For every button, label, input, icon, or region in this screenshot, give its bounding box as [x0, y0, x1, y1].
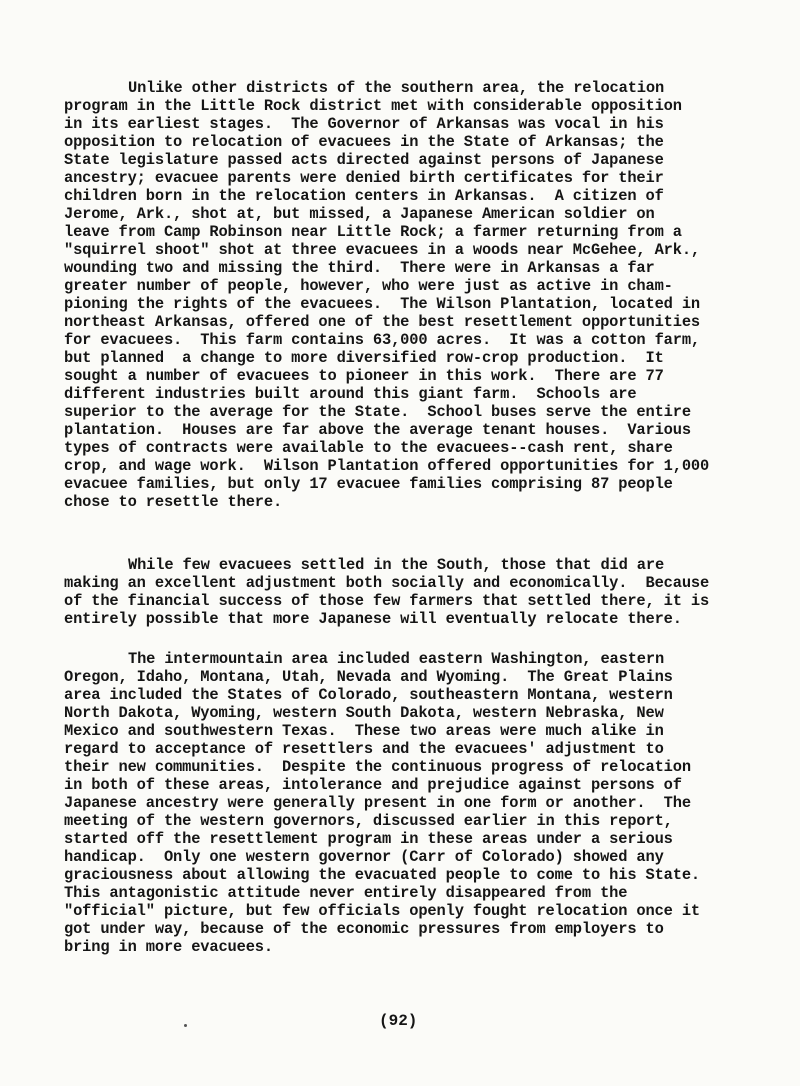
text-line: graciousness about allowing the evacuated people to come to his State. [64, 866, 701, 884]
text-line: wounding two and missing the third. There were in Arkansas a far [64, 259, 655, 277]
text-line: State legislature passed acts directed against persons of Japanese [64, 151, 664, 169]
text-line: superior to the average for the State. School buses serve the entire [64, 403, 691, 421]
text-line: Japanese ancestry were generally present in one form or another. The [64, 794, 691, 812]
text-line: meeting of the western governors, discussed earlier in this report, [64, 812, 673, 830]
text-line: crop, and wage work. Wilson Plantation offered opportunities for 1,000 [64, 457, 710, 475]
page-number: (92) [379, 1012, 418, 1030]
text-line: making an excellent adjustment both socially and economically. Because [64, 574, 710, 592]
text-line: regard to acceptance of resettlers and the evacuees' adjustment to [64, 740, 664, 758]
text-line: "squirrel shoot" shot at three evacuees in a woods near McGehee, Ark., [64, 241, 701, 259]
text-line: leave from Camp Robinson near Little Rock; a farmer returning from a [64, 223, 682, 241]
text-line: Oregon, Idaho, Montana, Utah, Nevada and Wyoming. The Great Plains [64, 668, 673, 686]
text-line: in its earliest stages. The Governor of Arkansas was vocal in his [64, 115, 664, 133]
text-line: but planned a change to more diversified row-crop production. It [64, 349, 664, 367]
text-line: The intermountain area included eastern Washington, eastern [128, 650, 665, 668]
text-line: ancestry; evacuee parents were denied birth certificates for their [64, 169, 664, 187]
text-line: their new communities. Despite the continuous progress of relocation [64, 758, 691, 776]
text-line: bring in more evacuees. [64, 938, 273, 956]
text-line: different industries built around this giant farm. Schools are [64, 385, 637, 403]
text-line: handicap. Only one western governor (Carr of Colorado) showed any [64, 848, 664, 866]
text-line: Unlike other districts of the southern area, the relocation [128, 79, 665, 97]
text-line: chose to resettle there. [64, 493, 283, 511]
text-line: entirely possible that more Japanese will eventually relocate there. [64, 610, 682, 628]
text-line: "official" picture, but few officials openly fought relocation once it [64, 902, 701, 920]
text-line: in both of these areas, intolerance and prejudice against persons of [64, 776, 682, 794]
text-line: pioning the rights of the evacuees. The Wilson Plantation, located in [64, 295, 701, 313]
text-line: plantation. Houses are far above the average tenant houses. Various [64, 421, 691, 439]
scan-speck [184, 1024, 187, 1027]
text-line: sought a number of evacuees to pioneer in this work. There are 77 [64, 367, 664, 385]
text-line: While few evacuees settled in the South, those that did are [128, 556, 665, 574]
text-line: North Dakota, Wyoming, western South Dakota, western Nebraska, New [64, 704, 664, 722]
text-line: children born in the relocation centers in Arkansas. A citizen of [64, 187, 664, 205]
text-line: area included the States of Colorado, southeastern Montana, western [64, 686, 673, 704]
text-line: of the financial success of those few farmers that settled there, it is [64, 592, 710, 610]
text-line: program in the Little Rock district met with considerable opposition [64, 97, 682, 115]
text-line: types of contracts were available to the evacuees--cash rent, share [64, 439, 673, 457]
text-line: opposition to relocation of evacuees in the State of Arkansas; the [64, 133, 664, 151]
text-line: evacuee families, but only 17 evacuee families comprising 87 people [64, 475, 673, 493]
text-line: for evacuees. This farm contains 63,000 acres. It was a cotton farm, [64, 331, 701, 349]
text-line: greater number of people, however, who were just as active in cham- [64, 277, 673, 295]
text-line: This antagonistic attitude never entirely disappeared from the [64, 884, 628, 902]
text-line: northeast Arkansas, offered one of the best resettlement opportunities [64, 313, 701, 331]
text-line: got under way, because of the economic pressures from employers to [64, 920, 664, 938]
text-line: Mexico and southwestern Texas. These two areas were much alike in [64, 722, 664, 740]
text-line: started off the resettlement program in these areas under a serious [64, 830, 673, 848]
text-line: Jerome, Ark., shot at, but missed, a Japanese American soldier on [64, 205, 655, 223]
